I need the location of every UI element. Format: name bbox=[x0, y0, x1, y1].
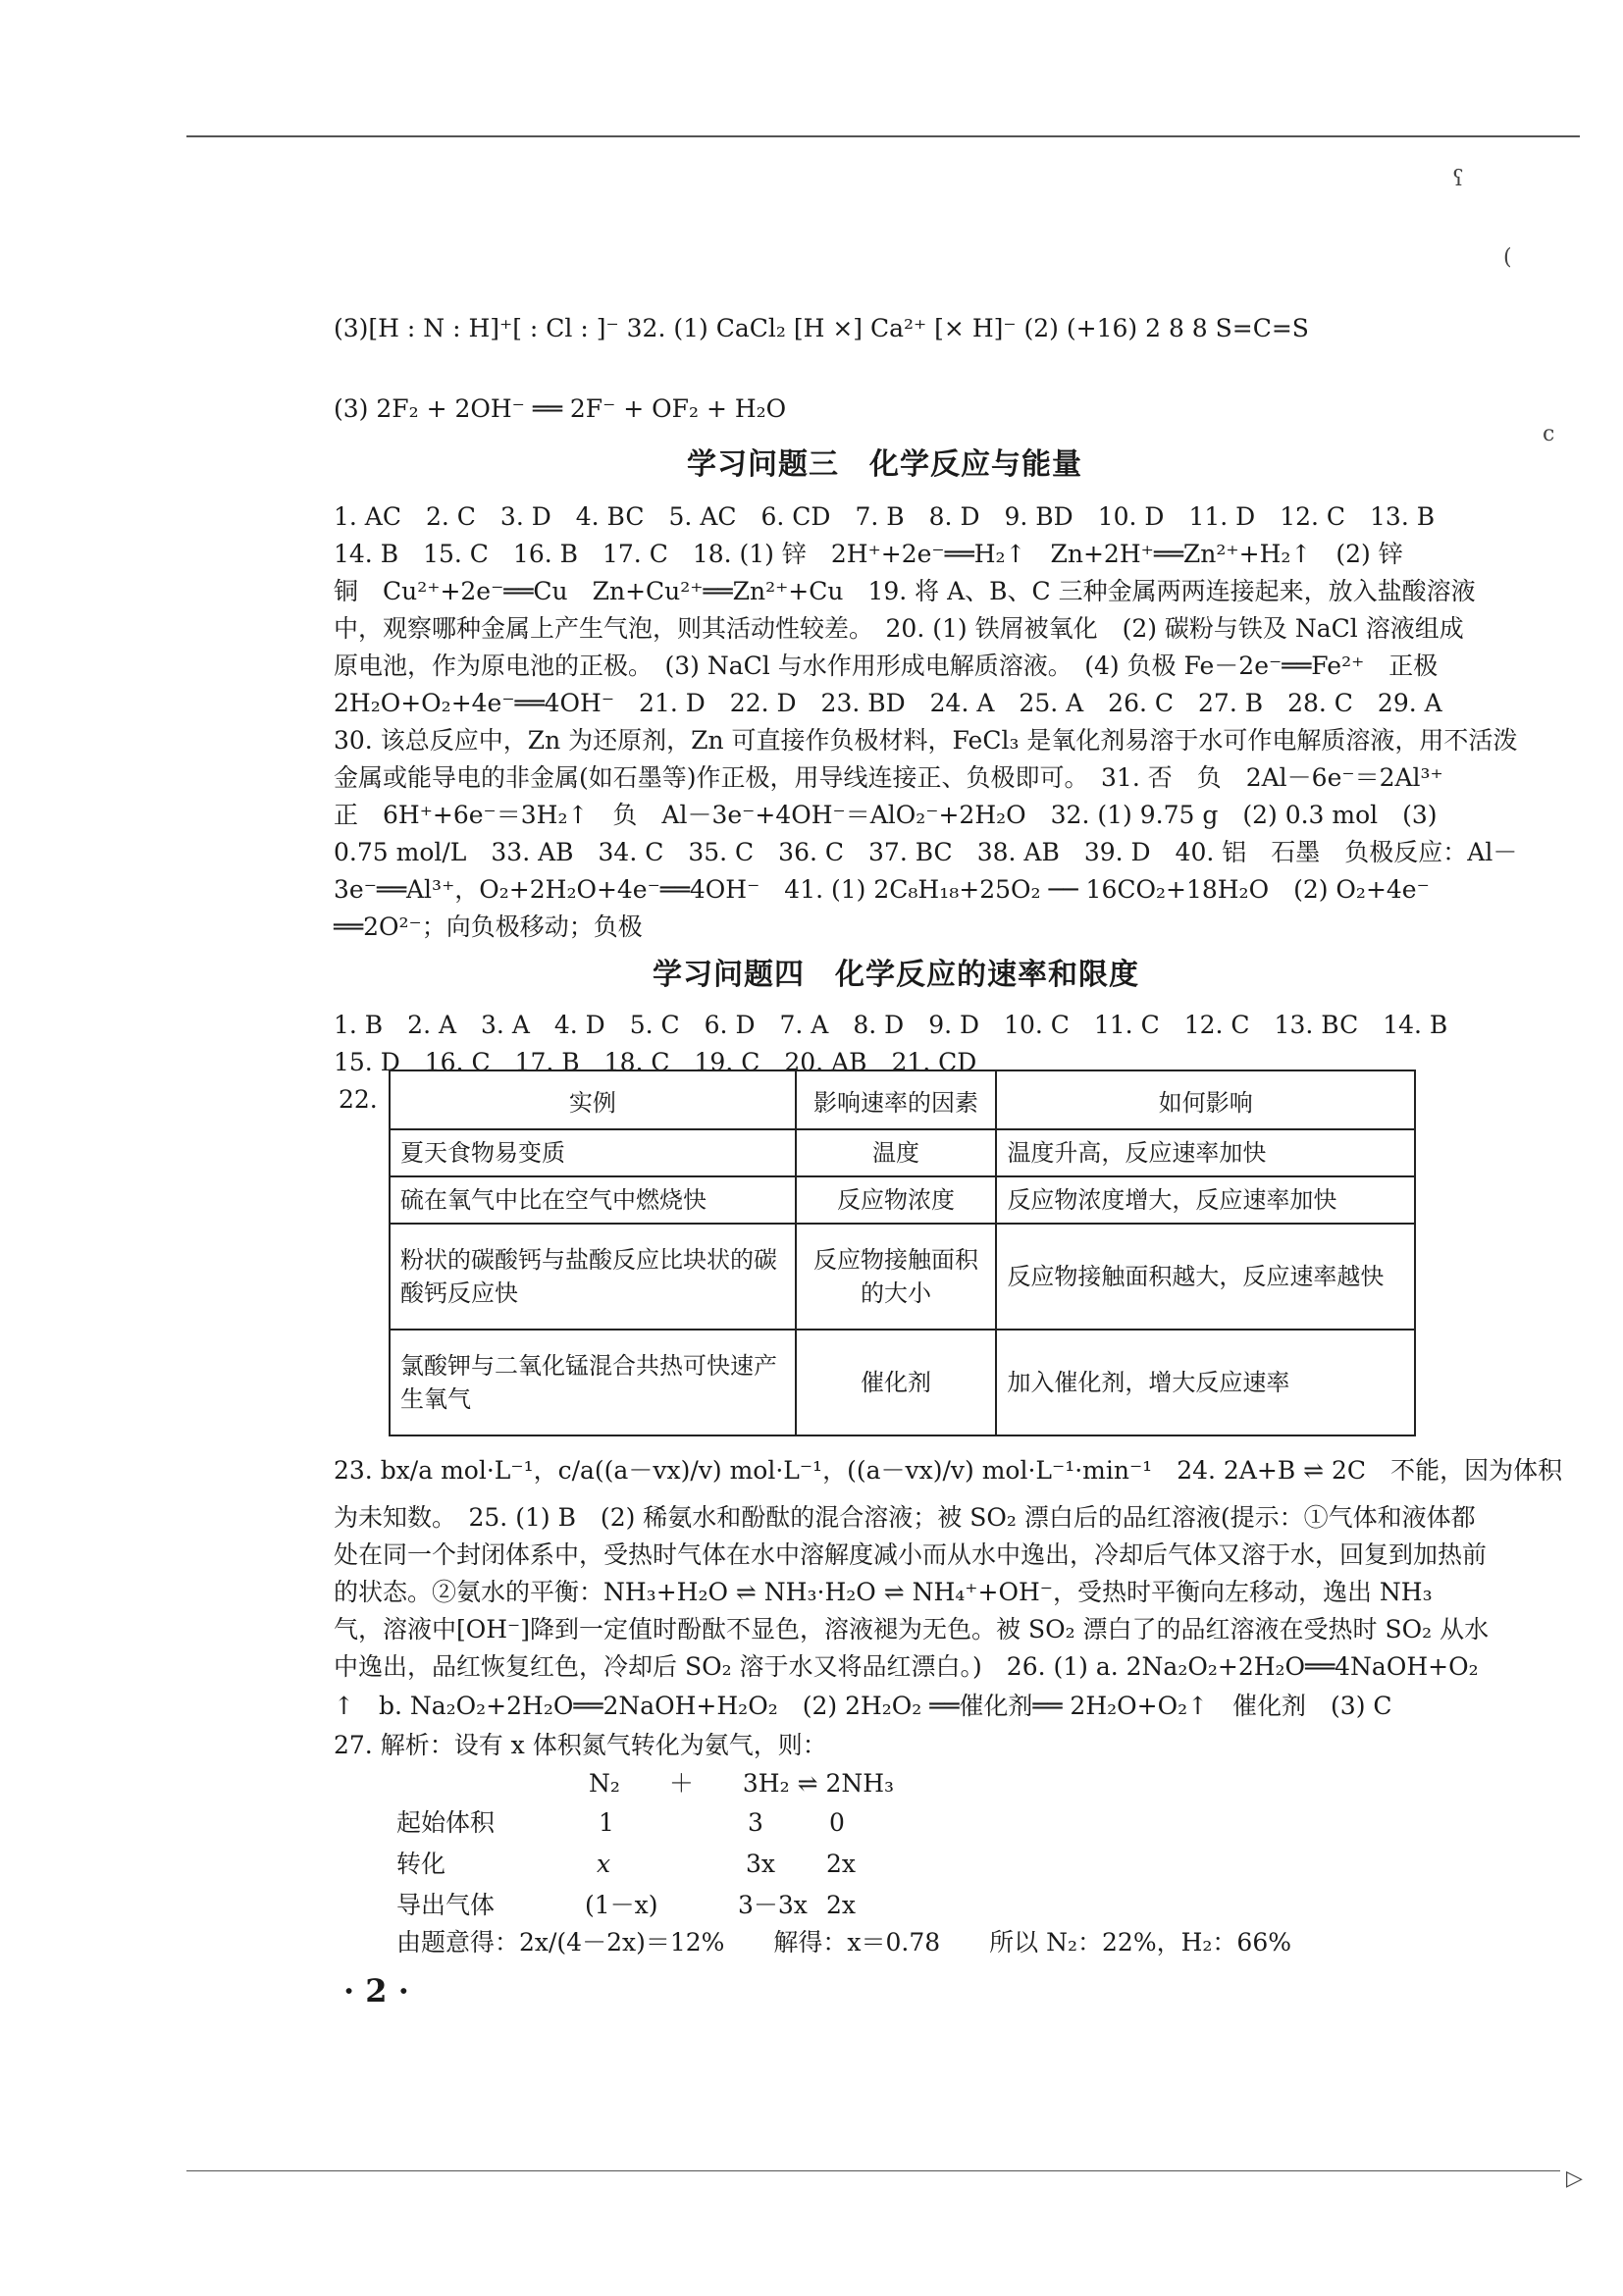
calc-equation: N₂ ＋ 3H₂ ⇌ 2NH₃ bbox=[589, 1769, 895, 1798]
table-row bbox=[390, 1176, 1415, 1224]
calc-value: 3－3x bbox=[738, 1891, 808, 1919]
answer-line: 2H₂O+O₂+4e⁻══4OH⁻ 21. D 22. D 23. BD 24. A 25. A 26. C 27. B 28. C 29. A bbox=[334, 689, 1442, 717]
answer-line: 的状态。②氨水的平衡：NH₃+H₂O ⇌ NH₃·H₂O ⇌ NH₄⁺+OH⁻，受热时平衡向左移动，逸出 NH₃ bbox=[334, 1578, 1433, 1606]
table-cell: 夏天食物易变质 bbox=[390, 1129, 796, 1176]
table-cell: 温度升高，反应速率加快 bbox=[996, 1129, 1415, 1176]
table-cell: 加入催化剂，增大反应速率 bbox=[996, 1330, 1415, 1435]
answer-line: 0.75 mol/L 33. AB 34. C 35. C 36. C 37. BC 38. AB 39. D 40. 铝 石墨 负极反应：Al－ bbox=[334, 838, 1518, 866]
section-4-title: 学习问题四 化学反应的速率和限度 bbox=[653, 958, 1139, 992]
top-border-line bbox=[186, 135, 1580, 137]
calc-value: 0 bbox=[829, 1808, 845, 1837]
answer-line: 为未知数。 25. (1) B (2) 稀氨水和酚酞的混合溶液；被 SO₂ 漂白后的品红溶液(提示：①气体和液体都 bbox=[334, 1503, 1476, 1532]
answer-line: 1. AC 2. C 3. D 4. BC 5. AC 6. CD 7. B 8. D 9. BD 10. D 11. D 12. C 13. B bbox=[334, 502, 1436, 531]
scan-mark: ʕ bbox=[1452, 167, 1464, 191]
bottom-border-line bbox=[186, 2170, 1560, 2171]
calc-value: 2x bbox=[826, 1891, 857, 1919]
calc-result: 由题意得：2x/(4－2x)＝12% 解得：x＝0.78 所以 N₂：22%，H₂：66% bbox=[396, 1928, 1291, 1957]
scan-mark: ▷ bbox=[1566, 2166, 1583, 2191]
calc-row-label: 转化 bbox=[396, 1850, 446, 1878]
table-row bbox=[390, 1224, 1415, 1330]
table-row bbox=[390, 1129, 1415, 1176]
calc-value: 2x bbox=[826, 1850, 857, 1878]
answer-line: 15. D 16. C 17. B 18. C 19. C 20. AB 21. CD bbox=[334, 1048, 977, 1076]
calc-value: x bbox=[597, 1850, 611, 1878]
answer-line: 27. 解析：设有 x 体积氮气转化为氨气，则： bbox=[334, 1731, 827, 1759]
table-header: 影响速率的因素 bbox=[796, 1070, 997, 1129]
answer-line: 正 6H⁺+6e⁻＝3H₂↑ 负 Al－3e⁻+4OH⁻＝AlO₂⁻+2H₂O 32. (1) 9.75 g (2) 0.3 mol (3) bbox=[334, 801, 1438, 829]
answer-line: 30. 该总反应中，Zn 为还原剂，Zn 可直接作负极材料，FeCl₃ 是氧化剂易溶于水可作电解质溶液，用不活泼 bbox=[334, 726, 1518, 755]
answer-line: 14. B 15. C 16. B 17. C 18. (1) 锌 2H⁺+2e⁻══H₂↑ Zn+2H⁺══Zn²⁺+H₂↑ (2) 锌 bbox=[334, 540, 1403, 568]
calc-row-label: 起始体积 bbox=[396, 1808, 496, 1837]
calc-value: 3x bbox=[746, 1850, 776, 1878]
table-cell: 粉状的碳酸钙与盐酸反应比块状的碳酸钙反应快 bbox=[390, 1224, 796, 1330]
table-cell: 温度 bbox=[796, 1129, 997, 1176]
table-cell: 反应物浓度 bbox=[796, 1176, 997, 1224]
table-cell: 硫在氧气中比在空气中燃烧快 bbox=[390, 1176, 796, 1224]
top-line: (3) 2F₂ + 2OH⁻ ══ 2F⁻ + OF₂ + H₂O bbox=[334, 394, 787, 423]
answer-line: 中，观察哪种金属上产生气泡，则其活动性较差。 20. (1) 铁屑被氧化 (2) 碳粉与铁及 NaCl 溶液组成 bbox=[334, 614, 1464, 643]
page-number: · 2 · bbox=[343, 1972, 409, 2009]
table-header: 如何影响 bbox=[996, 1070, 1415, 1129]
table-cell: 反应物接触面积越大，反应速率越快 bbox=[996, 1224, 1415, 1330]
scan-mark: ( bbox=[1503, 245, 1512, 270]
table-row bbox=[390, 1330, 1415, 1435]
table-cell: 催化剂 bbox=[796, 1330, 997, 1435]
calc-value: 3 bbox=[748, 1808, 763, 1837]
table-cell: 反应物接触面积的大小 bbox=[796, 1224, 997, 1330]
table-label: 22. bbox=[339, 1085, 378, 1114]
rate-factors-table bbox=[389, 1070, 1416, 1436]
calc-value: (1－x) bbox=[585, 1891, 658, 1919]
answer-line: 气，溶液中[OH⁻]降到一定值时酚酞不显色，溶液褪为无色。被 SO₂ 漂白了的品红溶液在受热时 SO₂ 从水 bbox=[334, 1615, 1490, 1644]
answer-line: 处在同一个封闭体系中，受热时气体在水中溶解度减小而从水中逸出，冷却后气体又溶于水，回复到加热前 bbox=[334, 1540, 1488, 1569]
answer-line: ══2O²⁻；向负极移动；负极 bbox=[334, 913, 643, 941]
answer-line: 3e⁻══Al³⁺，O₂+2H₂O+4e⁻══4OH⁻ 41. (1) 2C₈H₁₈+25O₂ ── 16CO₂+18H₂O (2) O₂+4e⁻ bbox=[334, 875, 1430, 904]
answer-line: 中逸出，品红恢复红色，冷却后 SO₂ 溶于水又将品红漂白。) 26. (1) a. 2Na₂O₂+2H₂O══4NaOH+O₂ bbox=[334, 1652, 1479, 1681]
calc-value: 1 bbox=[599, 1808, 614, 1837]
table-cell: 氯酸钾与二氧化锰混合共热可快速产生氧气 bbox=[390, 1330, 796, 1435]
answer-line: 原电池，作为原电池的正极。 (3) NaCl 与水作用形成电解质溶液。 (4) 负极 Fe－2e⁻══Fe²⁺ 正极 bbox=[334, 652, 1439, 680]
scan-mark: c bbox=[1543, 422, 1555, 446]
section-3-title: 学习问题三 化学反应与能量 bbox=[687, 447, 1082, 482]
calc-row-label: 导出气体 bbox=[396, 1891, 496, 1919]
table-header: 实例 bbox=[390, 1070, 796, 1129]
table-cell: 反应物浓度增大，反应速率加快 bbox=[996, 1176, 1415, 1224]
answer-line: 1. B 2. A 3. A 4. D 5. C 6. D 7. A 8. D 9. D 10. C 11. C 12. C 13. BC 14. B bbox=[334, 1011, 1448, 1039]
answer-line: 铜 Cu²⁺+2e⁻══Cu Zn+Cu²⁺══Zn²⁺+Cu 19. 将 A、B、C 三种金属两两连接起来，放入盐酸溶液 bbox=[334, 577, 1476, 605]
answer-line: 金属或能导电的非金属(如石墨等)作正极，用导线连接正、负极即可。 31. 否 负 2Al－6e⁻＝2Al³⁺ bbox=[334, 763, 1443, 792]
answer-line: 23. bx/a mol·L⁻¹，c/a((a－vx)/v) mol·L⁻¹，((a－vx)/v) mol·L⁻¹·min⁻¹ 24. 2A+B ⇌ 2C 不能，因为体积 bbox=[334, 1456, 1563, 1485]
answer-line: ↑ b. Na₂O₂+2H₂O══2NaOH+H₂O₂ (2) 2H₂O₂ ══催化剂══ 2H₂O+O₂↑ 催化剂 (3) C bbox=[334, 1692, 1392, 1720]
table-header-row bbox=[390, 1070, 1415, 1129]
top-line: (3)[H : N : H]⁺[ : Cl : ]⁻ 32. (1) CaCl₂ [H ×] Ca²⁺ [× H]⁻ (2) (+16) 2 8 8 S=C=S bbox=[334, 314, 1309, 342]
